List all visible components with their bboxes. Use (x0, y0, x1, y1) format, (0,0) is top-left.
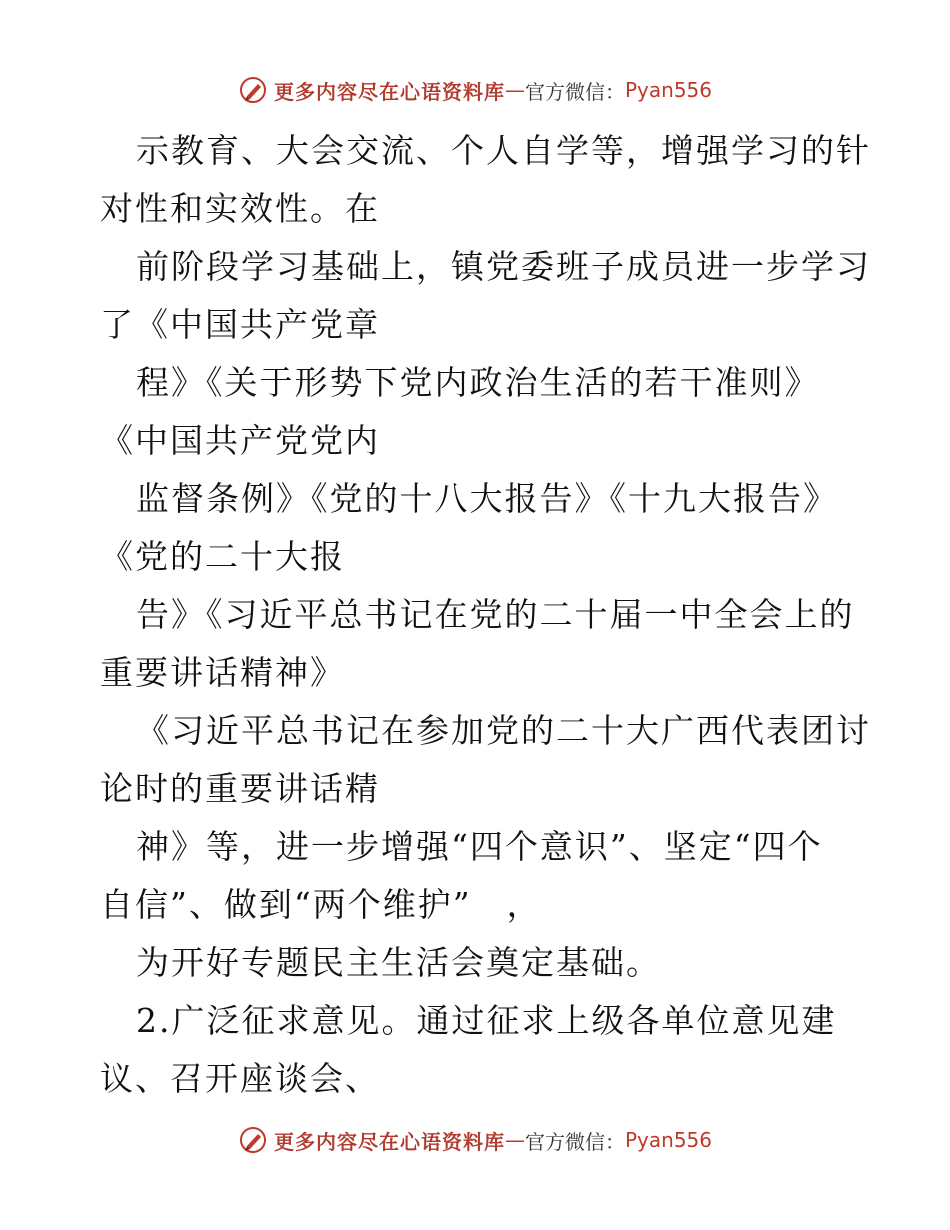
body-line: 为开好专题民主生活会奠定基础。 (136, 943, 661, 982)
footer-dash: — (504, 1128, 525, 1152)
pen-logo-icon (238, 75, 268, 105)
footer-wechat-label: 官方微信： (524, 1129, 625, 1154)
header-wechat-label: 官方微信： (524, 79, 625, 104)
body-line: 监督条例》《党的十八大报告》《十九大报告》 (136, 479, 838, 518)
header-dash: — (504, 78, 525, 102)
body-line: 《党的二十大报 (100, 537, 345, 576)
body-line: 2.广泛征求意见。通过征求上级各单位意见建 (136, 1001, 837, 1040)
body-line: 告》《习近平总书记在党的二十届一中全会上的 (136, 595, 855, 634)
body-line: 自信”、做到“两个维护” ， (100, 885, 542, 924)
body-line: 重要讲话精神》 (100, 653, 345, 692)
header-banner (0, 70, 950, 110)
body-line: 了《中国共产党章 (100, 305, 380, 344)
body-line: 示教育、大会交流、个人自学等，增强学习的针 (136, 131, 871, 170)
body-line: 程》《关于形势下党内政治生活的若干准则》 (136, 363, 820, 402)
header-site-name: 更多内容尽在心语资料库 (273, 79, 505, 104)
header-wechat-account: Pyan556 (624, 78, 712, 102)
body-line: 《习近平总书记在参加党的二十大广西代表团讨 (136, 711, 871, 750)
footer-banner (0, 1120, 950, 1160)
body-line: 《中国共产党党内 (100, 421, 380, 460)
pen-logo-icon (238, 1125, 268, 1155)
footer-site-name: 更多内容尽在心语资料库 (273, 1129, 505, 1154)
body-line: 神》等，进一步增强“四个意识”、坚定“四个 (136, 827, 823, 866)
body-line: 议、召开座谈会、 (100, 1059, 380, 1098)
body-line: 前阶段学习基础上，镇党委班子成员进一步学习 (136, 247, 871, 286)
body-line: 论时的重要讲话精 (100, 769, 380, 808)
document-body (100, 122, 870, 1108)
footer-wechat-account: Pyan556 (624, 1128, 712, 1152)
body-line: 对性和实效性。在 (100, 189, 380, 228)
